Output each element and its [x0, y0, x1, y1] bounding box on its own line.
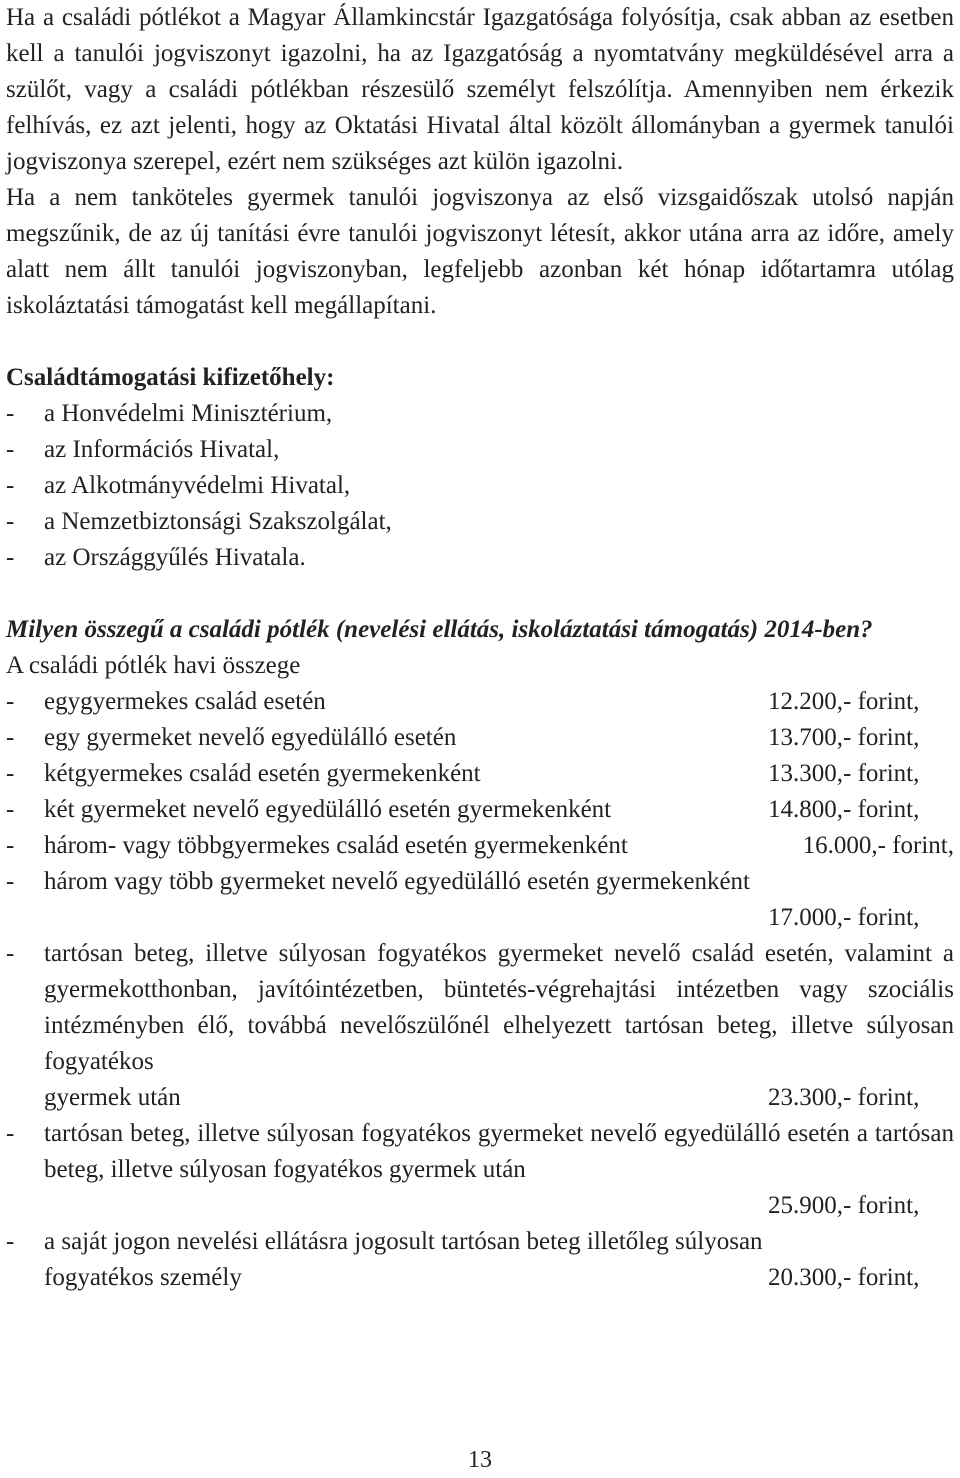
amount-item-text: két gyermeket nevelő egyedülálló esetén gyermekenként [44, 796, 612, 823]
kifizetohely-item-label: az Országgyűlés Hivatala. [44, 544, 306, 571]
list-dash: - [6, 544, 15, 571]
amount-subheading: A családi pótlék havi összege [6, 652, 301, 679]
list-dash: - [6, 796, 15, 823]
amount-item [6, 828, 954, 864]
kifizetohely-item [6, 504, 954, 540]
amount-item-text: három- vagy többgyermekes család esetén gyermekenként [44, 832, 628, 859]
page-number: 13 [468, 1447, 492, 1473]
list-dash: - [6, 508, 15, 535]
amount-value: 17.000,- forint, [768, 904, 920, 931]
list-dash: - [6, 760, 15, 787]
list-dash: - [6, 472, 15, 499]
amount-question-heading: Milyen összegű a családi pótlék (nevelési ellátás, iskoláztatási támogatás) 2014-ben? [6, 616, 873, 643]
amount-value: 20.300,- forint, [768, 1264, 920, 1291]
amount-item [6, 756, 954, 792]
list-dash: - [6, 400, 15, 427]
list-dash: - [6, 868, 15, 895]
list-dash: - [6, 688, 15, 715]
amount-item-7 [6, 936, 954, 1116]
amount-item-text: a saját jogon nevelési ellátásra jogosult tartósan beteg illetőleg súlyosan [44, 1228, 763, 1255]
kifizetohely-item [6, 396, 954, 432]
amount-item-text-end: gyermek után [44, 1084, 181, 1111]
amount-list [6, 684, 954, 864]
intro-paragraph-1: Ha a családi pótlékot a Magyar Államkincstár Igazgatósága folyósítja, csak abban az esetben kell a tanulói jogviszonyt igazolni, ha az Igazgatóság a nyomtatvány megküldésével arra a szülőt, vagy a családi pótlékban részesülő személyt felszólítja. Amennyiben nem érkezik felhívás, ez azt jelenti, hogy az Oktatási Hivatal által közölt állományban a gyermek tanulói jogviszonya szerepel, ezért nem szükséges azt külön igazolni. [6, 4, 954, 175]
amount-item-text: egygyermekes család esetén [44, 688, 326, 715]
kifizetohely-item-label: a Nemzetbiztonsági Szakszolgálat, [44, 508, 392, 535]
kifizetohely-list [6, 396, 954, 576]
list-dash: - [6, 940, 15, 967]
kifizetohely-item-label: az Információs Hivatal, [44, 436, 280, 463]
amount-item-text: három vagy több gyermeket nevelő egyedülálló esetén gyermekenként [44, 868, 750, 895]
amount-value: 13.700,- forint, [768, 724, 920, 751]
kifizetohely-item [6, 432, 954, 468]
amount-item-8 [6, 1116, 954, 1224]
amount-item [6, 720, 954, 756]
list-dash: - [6, 832, 15, 859]
amount-value: 13.300,- forint, [768, 760, 920, 787]
amount-item-9 [6, 1224, 954, 1296]
amount-item [6, 792, 954, 828]
amount-item-text: tartósan beteg, illetve súlyosan fogyatékos gyermeket nevelő család esetén, valamint a gyermekotthonban, javítóintézetben, büntetés-végrehajtási intézetben vagy szociális intézményben élő, továbbá nevelőszülőnél elhelyezett tartósan beteg, illetve súlyosan fogyatékos [44, 940, 954, 1075]
amount-value: 25.900,- forint, [768, 1192, 920, 1219]
amount-item-text-end: fogyatékos személy [44, 1264, 242, 1291]
amount-value: 16.000,- forint, [802, 832, 954, 859]
amount-item-text: egy gyermeket nevelő egyedülálló esetén [44, 724, 457, 751]
amount-value: 23.300,- forint, [768, 1084, 920, 1111]
amount-item-text: tartósan beteg, illetve súlyosan fogyatékos gyermeket nevelő egyedülálló esetén a tartósan beteg, illetve súlyosan fogyatékos gyermek után [44, 1120, 954, 1183]
list-dash: - [6, 436, 15, 463]
kifizetohely-item-label: a Honvédelmi Minisztérium, [44, 400, 333, 427]
intro-paragraph-2: Ha a nem tanköteles gyermek tanulói jogviszonya az első vizsgaidőszak utolsó napján megszűnik, de az új tanítási évre tanulói jogviszonyt létesít, akkor utána arra az időre, amely alatt nem állt tanulói jogviszonyban, legfeljebb azonban két hónap időtartamra utólag iskoláztatási támogatást kell megállapítani. [6, 184, 954, 319]
kifizetohely-heading: Családtámogatási kifizetőhely: [6, 364, 335, 391]
list-dash: - [6, 724, 15, 751]
document-page [6, 0, 954, 1296]
amount-item-text: kétgyermekes család esetén gyermekenként [44, 760, 481, 787]
kifizetohely-item-label: az Alkotmányvédelmi Hivatal, [44, 472, 351, 499]
kifizetohely-item [6, 468, 954, 504]
amount-value: 14.800,- forint, [768, 796, 920, 823]
list-dash: - [6, 1228, 15, 1255]
list-dash: - [6, 1120, 15, 1147]
amount-item-6 [6, 864, 954, 936]
amount-item [6, 684, 954, 720]
kifizetohely-item [6, 540, 954, 576]
amount-value: 12.200,- forint, [768, 688, 920, 715]
